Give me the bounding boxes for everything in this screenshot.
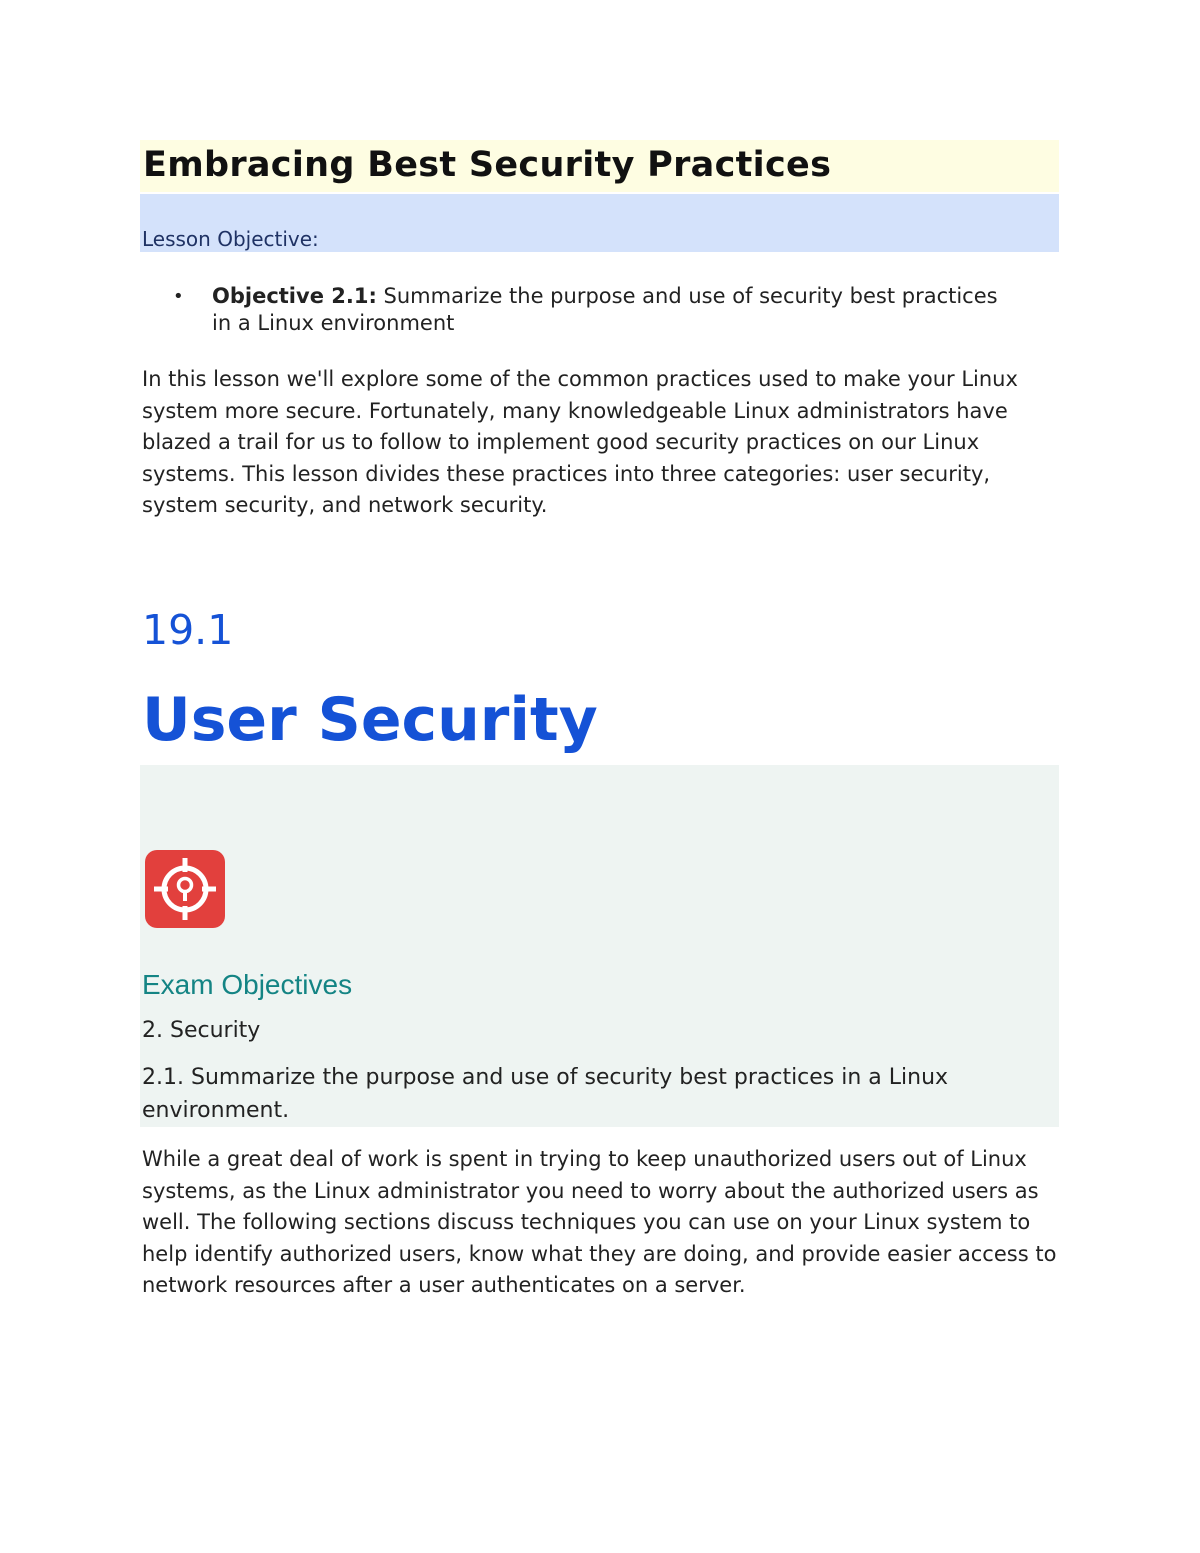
objective-item <box>173 283 1013 337</box>
document-title: Embracing Best Security Practices <box>143 145 832 185</box>
lesson-objective-label: Lesson Objective: <box>142 227 319 251</box>
exam-objective-detail: 2.1. Summarize the purpose and use of security best practices in a Linux environment. <box>142 1065 949 1123</box>
exam-objectives-heading: Exam Objectives <box>142 969 353 1000</box>
title-band <box>140 140 1059 192</box>
section-title: User Security <box>142 685 598 755</box>
objective-text: Summarize the purpose and use of security best practices in a Linux environment <box>212 284 998 335</box>
intro-paragraph: In this lesson we'll explore some of the common practices used to make your Linux system more secure. Fortunately, many knowledgeable Linux administrators have blazed a trail for us to follow to implement good security practices on our Linux systems. This lesson divides these practices into three categories: user security, system security, and network security. <box>142 367 1018 517</box>
document-header <box>140 140 1059 252</box>
bullet-icon: • <box>173 286 184 307</box>
objective-number: Objective 2.1: <box>212 284 377 308</box>
body-paragraph: While a great deal of work is spent in trying to keep unauthorized users out of Linux systems, as the Linux administrator you need to worry about the authorized users as well. The following sections discuss techniques you can use on your Linux system to help identify authorized users, know what they are doing, and provide easier access to network resources after a user authenticates on a server. <box>142 1147 1057 1297</box>
target-lock-icon <box>145 850 225 928</box>
lesson-objective-band <box>140 194 1059 252</box>
exam-objective-domain: 2. Security <box>142 1018 261 1043</box>
section-number: 19.1 <box>142 606 234 654</box>
objectives-list <box>173 283 1013 337</box>
exam-objectives-panel <box>140 765 1059 1127</box>
